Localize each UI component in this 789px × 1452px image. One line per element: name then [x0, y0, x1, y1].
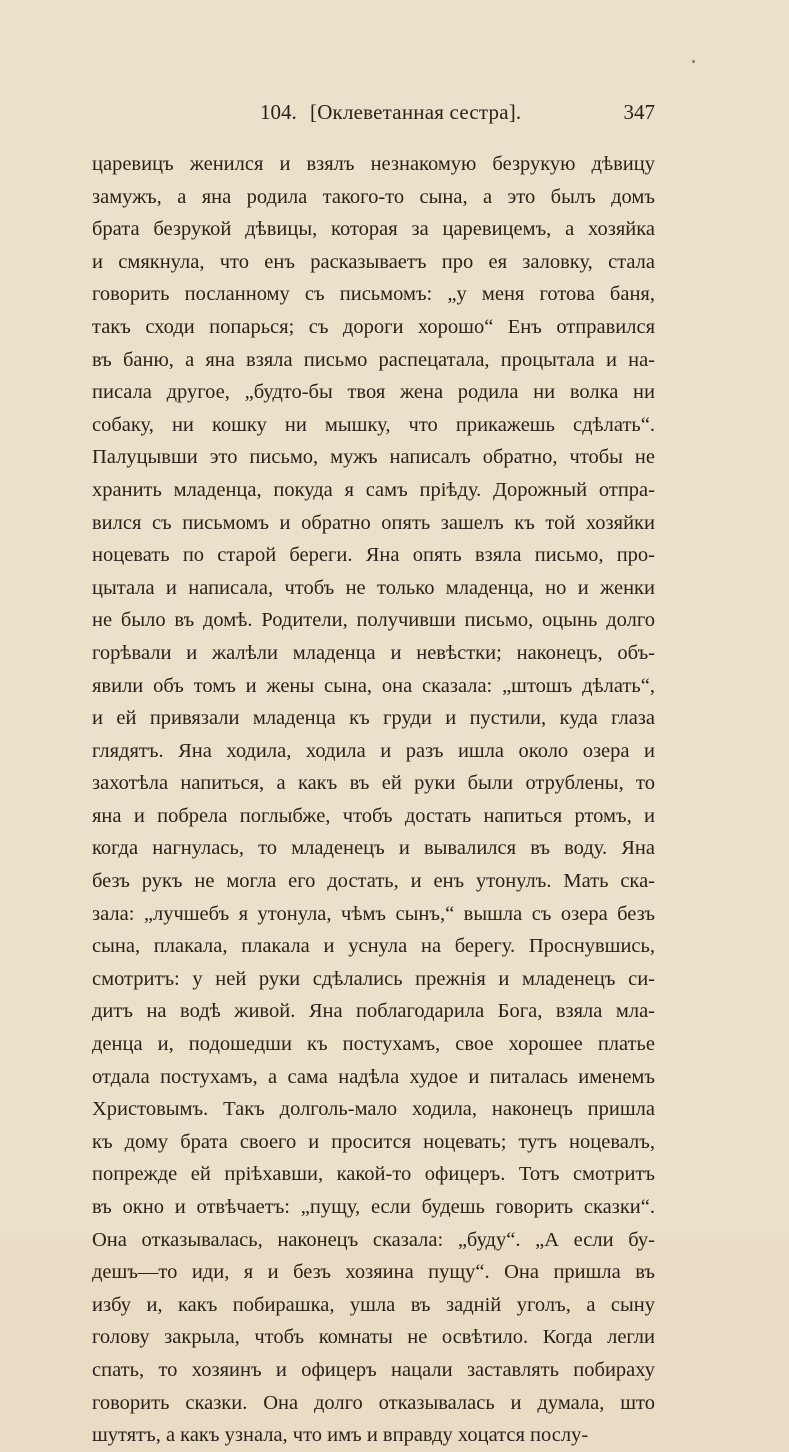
- text-line: царевицъ женился и взялъ незнакомую безрукую дѣвицу: [92, 153, 655, 175]
- text-line: Христовымъ. Такъ долголь-мало ходила, наконецъ пришла: [92, 1098, 655, 1121]
- text-line: цытала и написала, чтобъ не только младенца, но и женки: [92, 576, 655, 599]
- text-line: яна и побрела поглыбже, чтобъ достать напиться ртомъ, и: [92, 804, 655, 827]
- text-line: въ окно и отвѣчаетъ: „пущу, если будешь говорить сказки“.: [92, 1196, 655, 1218]
- text-line: дешъ—то иди, я и безъ хозяина пущу“. Она пришла въ: [92, 1261, 655, 1284]
- text-line: къ дому брата своего и просится ноцевать; тутъ ноцевалъ,: [92, 1130, 655, 1153]
- paper-speck: [692, 60, 695, 63]
- text-line: явили объ томъ и жены сына, она сказала: „штошъ дѣлать“,: [92, 674, 655, 697]
- text-line: вился съ письмомъ и обратно опять зашелъ къ той хозяйки: [92, 511, 655, 534]
- text-line: безъ рукъ не могла его достать, и енъ утонулъ. Мать ска-: [92, 870, 655, 893]
- text-line: глядятъ. Яна ходила, ходила и разъ ишла около озера и: [92, 739, 655, 762]
- text-line: Палуцывши это письмо, мужъ написалъ обратно, чтобы не: [92, 446, 655, 469]
- story-number: 104.: [260, 100, 297, 124]
- text-line: Она отказывалась, наконецъ сказала: „буду“. „А если бу-: [92, 1228, 655, 1251]
- text-line: говорить посланному съ письмомъ: „у меня готова баня,: [92, 283, 655, 306]
- text-line: хранить младенца, покуда я самъ пріѣду. Дорожный отпра-: [92, 478, 655, 501]
- text-line: не было въ домѣ. Родители, получивши письмо, оцынь долго: [92, 609, 655, 632]
- text-line: зала: „лучшебъ я утонула, чѣмъ сынъ,“ вышла съ озера безъ: [92, 902, 655, 925]
- text-line: и ей привязали младенца къ груди и пустили, куда глаза: [92, 707, 655, 730]
- text-line: избу и, какъ побирашка, ушла въ задній уголъ, а сыну: [92, 1293, 655, 1316]
- body-text: [92, 148, 655, 1452]
- text-line: спать, то хозяинъ и офицеръ нацали заставлять побираху: [92, 1358, 655, 1381]
- text-line: шутятъ, а какъ узнала, что имъ и вправду хоцатся послу-: [92, 1424, 589, 1447]
- story-title: [Оклеветанная сестра].: [310, 100, 522, 124]
- page-number: 347: [623, 100, 655, 124]
- text-line: попрежде ей пріѣхавши, какой-то офицеръ. Тотъ смотритъ: [92, 1163, 655, 1186]
- text-line: когда нагнулась, то младенецъ и вывалился въ воду. Яна: [92, 837, 655, 860]
- text-line: и смякнула, что енъ расказываетъ про ея заловку, стала: [92, 250, 655, 273]
- text-line: горѣвали и жалѣли младенца и невѣстки; наконецъ, объ-: [92, 641, 655, 664]
- text-line: смотритъ: у ней руки сдѣлались прежнія и младенецъ си-: [92, 967, 655, 990]
- text-line: отдала постухамъ, а сама надѣла худое и питалась именемъ: [92, 1065, 655, 1088]
- text-line: замужъ, а яна родила такого-то сына, а это былъ домъ: [92, 185, 655, 208]
- text-line: брата безрукой дѣвицы, которая за царевицемъ, а хозяйка: [92, 218, 655, 241]
- text-line: такъ сходи попарься; съ дороги хорошо“ Енъ отправился: [92, 315, 655, 338]
- text-line: захотѣла напиться, а какъ въ ей руки были отрублены, то: [92, 772, 655, 795]
- text-line: ноцевать по старой береги. Яна опять взяла письмо, про-: [92, 544, 655, 567]
- text-line: дитъ на водѣ живой. Яна поблагодарила Бога, взяла мла-: [92, 1000, 655, 1023]
- text-line: говорить сказки. Она долго отказывалась и думала, што: [92, 1391, 655, 1414]
- text-line: въ баню, а яна взяла письмо распецатала, процытала и на-: [92, 348, 655, 371]
- text-line: собаку, ни кошку ни мышку, что прикажешь сдѣлать“.: [92, 413, 655, 436]
- text-line: денца и, подошедши къ постухамъ, свое хорошее платье: [92, 1033, 655, 1056]
- page-header: [92, 100, 655, 130]
- text-line: писала другое, „будто-бы твоя жена родила ни волка ни: [92, 381, 655, 404]
- text-line: сына, плакала, плакала и уснула на берегу. Проснувшись,: [92, 935, 655, 958]
- text-line: голову закрыла, чтобъ комнаты не освѣтило. Когда легли: [92, 1326, 655, 1349]
